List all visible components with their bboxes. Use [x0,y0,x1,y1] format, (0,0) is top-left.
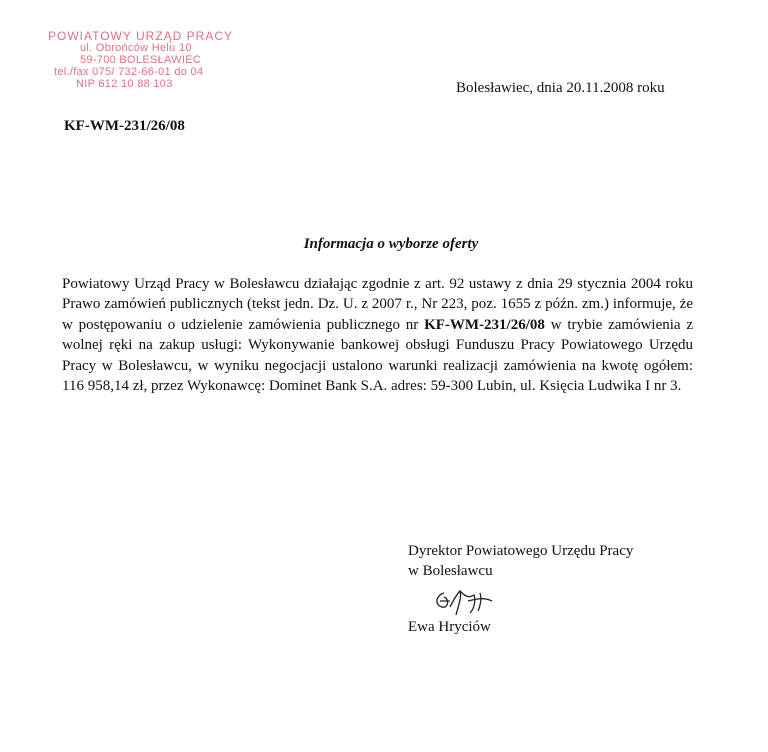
signatory-title-line2: w Bolesławcu [408,563,493,579]
stamp-line: POWIATOWY URZĄD PRACY [48,29,234,43]
signatory-name: Ewa Hryciów [408,619,491,635]
place-and-date: Bolesławiec, dnia 20.11.2008 roku [456,80,665,96]
stamp-line: tel./fax 075/ 732-66-01 do 04 [54,66,204,78]
reference-number: KF-WM-231/26/08 [64,118,185,134]
signatory-title-line1: Dyrektor Powiatowego Urzędu Pracy [408,543,634,559]
document-heading: Informacja o wyborze oferty [303,236,479,252]
handwritten-signature-icon [430,585,502,621]
stamp-line: 59-700 BOLESŁAWIEC [80,54,202,66]
body-text-part2: w trybie zamówienia z wolnej ręki na zakup usługi: Wykonywanie bankowej obsługi Funduszu Pracy Powiatowego Urzędu Pracy w Bolesławcu, w wyniku negocjacji ustalono warunki realizacji zamówienia na kwotę ogółem: 116 958,14 zł, przez Wykonawcę: Dominet Bank S.A. adres: 59-300 Lubin, ul. Księcia Ludwika I nr 3. [62,316,693,395]
body-text-part1: Powiatowy Urząd Pracy w Bolesławcu działając zgodnie z art. 92 ustawy z dnia 29 stycznia 2004 roku Prawo zamówień publicznych (tekst jedn. Dz. U. z 2007 r., Nr 223, poz. 1655 z późn. zm.) informuje, że w postępowaniu o udzielenie zamówienia publicznego nr [62,276,693,333]
body-reference-bold: KF-WM-231/26/08 [424,316,545,333]
office-stamp [48,30,248,90]
body-paragraph [62,274,693,396]
stamp-line: NIP 612 10 88 103 [76,78,173,90]
stamp-line: ul. Obrońców Helu 10 [80,42,192,54]
signatory-title [408,541,633,581]
